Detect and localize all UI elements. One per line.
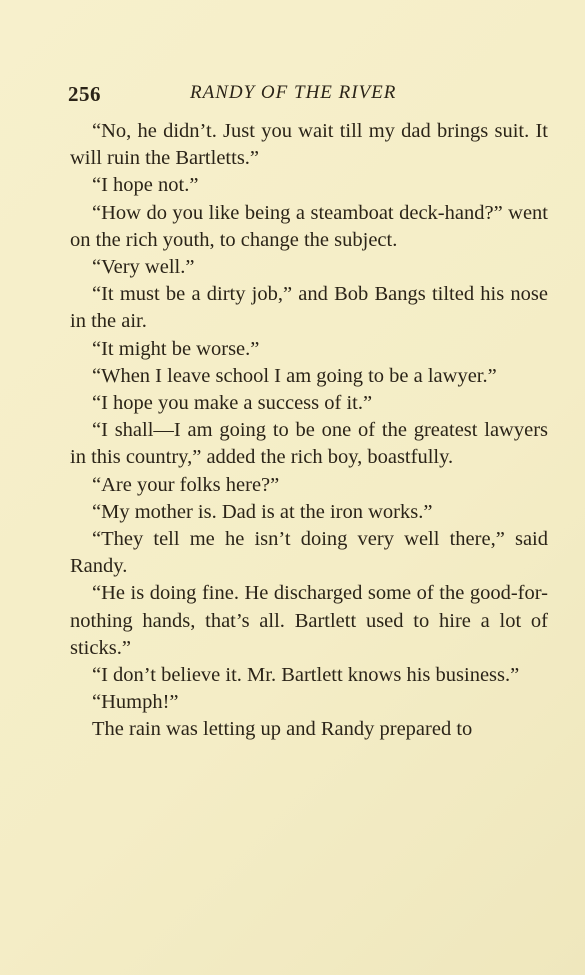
paragraph: “Very well.” bbox=[92, 256, 195, 279]
paragraph: “I hope you make a success of it.” bbox=[92, 392, 373, 415]
running-title: RANDY OF THE RIVER bbox=[190, 82, 397, 103]
paragraph: “How do you like being a steamboat deck-hand?” went on the rich youth, to change the subject. bbox=[70, 201, 548, 251]
paragraph: “I shall—I am going to be one of the greatest lawyers in this country,” added the rich boy, boastfully. bbox=[70, 419, 548, 469]
paragraph: “I don’t believe it. Mr. Bartlett knows his business.” bbox=[92, 664, 520, 687]
text-body bbox=[70, 118, 548, 744]
paragraph: “I hope not.” bbox=[92, 174, 199, 197]
paragraph: “When I leave school I am going to be a lawyer.” bbox=[92, 364, 497, 387]
paragraph: “Humph!” bbox=[92, 691, 179, 714]
paragraph: “It must be a dirty job,” and Bob Bangs tilted his nose in the air. bbox=[70, 283, 548, 333]
page-header bbox=[68, 82, 548, 110]
paragraph: The rain was letting up and Randy prepared to bbox=[92, 718, 473, 741]
paragraph: “They tell me he isn’t doing very well there,” said Randy. bbox=[70, 528, 548, 578]
paragraph: “He is doing fine. He discharged some of the good-for-nothing hands, that’s all. Bartlett used to hire a lot of sticks.” bbox=[70, 582, 548, 659]
paragraph: “My mother is. Dad is at the iron works.” bbox=[92, 500, 433, 523]
paragraph: “It might be worse.” bbox=[92, 337, 260, 360]
paragraph: “No, he didn’t. Just you wait till my dad brings suit. It will ruin the Bartletts.” bbox=[70, 120, 548, 170]
page-number: 256 bbox=[68, 82, 101, 106]
paragraph: “Are your folks here?” bbox=[92, 473, 280, 496]
